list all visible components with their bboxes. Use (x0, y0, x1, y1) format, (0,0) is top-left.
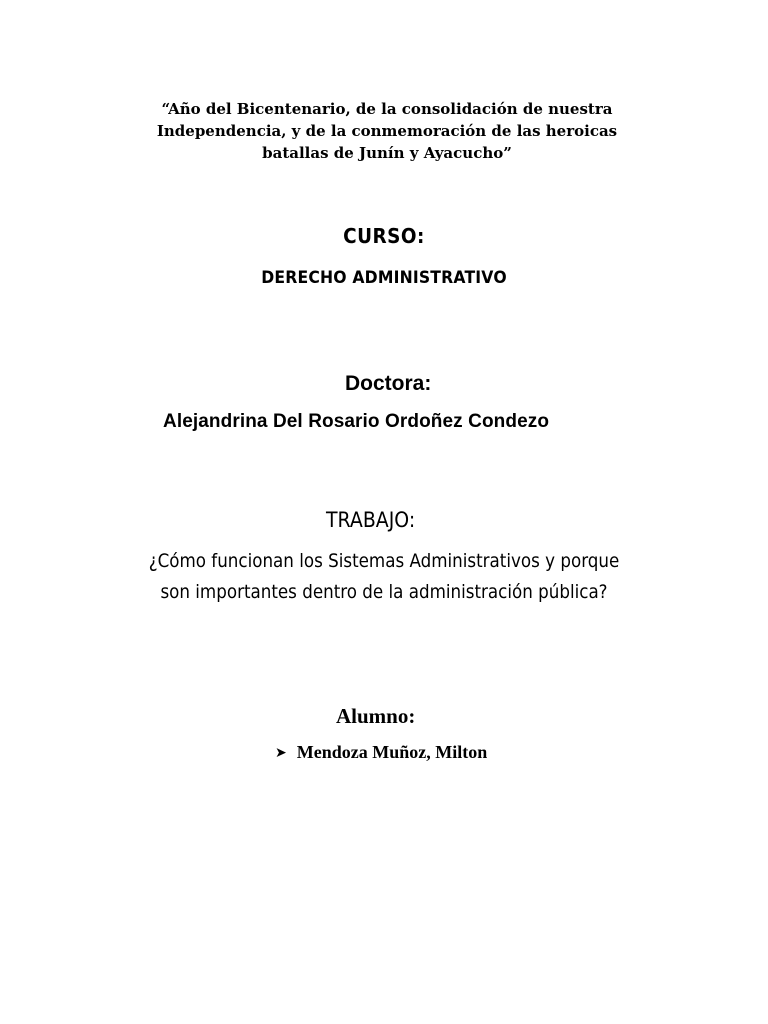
trabajo-title (70, 546, 698, 608)
curso-name: DERECHO ADMINISTRATIVO (261, 268, 507, 288)
motto-line-3: batallas de Junín y Ayacucho” (262, 144, 512, 162)
motto-line-2: Independencia, y de la conmemoración de las heroicas (156, 122, 618, 140)
alumno-label: Alumno: (336, 704, 416, 728)
trabajo-title-line-1-text: ¿Cómo funcionan los Sistemas Administrativos y porque (148, 550, 620, 572)
trabajo-label: TRABAJO: (326, 508, 416, 532)
trabajo-title-line-2 (70, 577, 698, 608)
trabajo-title-line-2-text: son importantes dentro de la administración pública? (160, 581, 608, 603)
student-name: Mendoza Muñoz, Milton (296, 742, 488, 762)
doctora-label: Doctora: (345, 372, 432, 395)
motto-header (100, 98, 674, 164)
trabajo-title-line-1 (70, 546, 698, 577)
motto-line-1: “Año del Bicentenario, de la consolidación de nuestra (161, 100, 613, 118)
doctora-name: Alejandrina Del Rosario Ordoñez Condezo (163, 411, 550, 432)
curso-label: CURSO: (343, 224, 425, 248)
arrow-bullet-icon: ➤ (275, 744, 287, 761)
student-list-item (275, 742, 487, 763)
